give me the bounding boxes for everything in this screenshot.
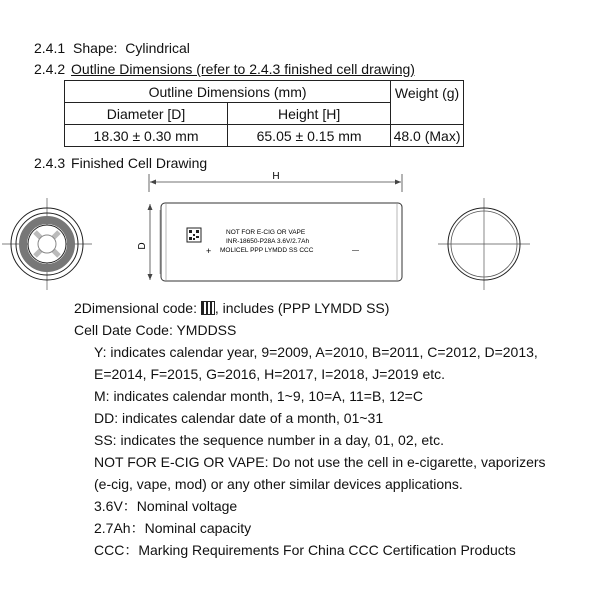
- drawing-title: Finished Cell Drawing: [71, 155, 208, 171]
- code-line: [74, 297, 389, 319]
- qr-code-icon: [187, 228, 201, 242]
- dimension-h-label: H: [272, 171, 280, 182]
- explanation-line: E=2014, F=2015, G=2016, H=2017, I=2018, J=2019 etc.: [94, 366, 446, 382]
- section-number: 2.4.3: [34, 155, 66, 171]
- shape-value: Cylindrical: [125, 40, 190, 56]
- cell-print-line-2: INR-18650-P28A 3.6V/2.7Ah: [226, 238, 310, 245]
- cell-drawing: [0, 170, 600, 300]
- code-suffix: , includes (PPP LYMDD SS): [214, 300, 390, 316]
- diameter-value: 18.30 ± 0.30 mm: [65, 125, 228, 147]
- section-drawing: [34, 155, 207, 171]
- date-code-line: Cell Date Code: YMDDSS: [74, 322, 237, 338]
- explanation-list: [94, 341, 546, 561]
- weight-value: 48.0 (Max): [391, 125, 464, 147]
- section-number: 2.4.1: [34, 40, 66, 56]
- cell-minus-sign: —: [352, 247, 359, 254]
- section-outline: [34, 61, 415, 77]
- explanation-line: 2.7Ah：Nominal capacity: [94, 520, 252, 536]
- explanation-line: SS: indicates the sequence number in a day, 01, 02, etc.: [94, 432, 444, 448]
- cell-print-line-1: NOT FOR E-CIG OR VAPE: [226, 229, 306, 236]
- section-shape: [34, 40, 190, 56]
- header-outline-dimensions: Outline Dimensions (mm): [65, 81, 391, 103]
- cell-plus-sign: +: [206, 246, 212, 256]
- height-value: 65.05 ± 0.15 mm: [228, 125, 391, 147]
- cell-end-view-left: [2, 198, 92, 290]
- outline-title: Outline Dimensions (refer to 2.4.3 finished cell drawing): [71, 61, 415, 77]
- header-diameter: Diameter [D]: [65, 103, 228, 125]
- shape-label: Shape:: [73, 40, 118, 56]
- cell-print-line-3: MOLICEL PPP LYMDD SS CCC: [220, 247, 314, 254]
- explanation-line: (e-cig, vape, mod) or any other similar devices applications.: [94, 476, 463, 492]
- explanation-line: DD: indicates calendar date of a month, 01~31: [94, 410, 384, 426]
- code-prefix: 2Dimensional code:: [74, 300, 197, 316]
- header-weight: Weight (g): [391, 81, 464, 125]
- qr-code-icon: [201, 301, 215, 315]
- explanation-line: M: indicates calendar month, 1~9, 10=A, 11=B, 12=C: [94, 388, 423, 404]
- explanation-line: Y: indicates calendar year, 9=2009, A=2010, B=2011, C=2012, D=2013,: [94, 344, 538, 360]
- cell-end-view-right: [438, 198, 530, 290]
- explanation-line: CCC：Marking Requirements For China CCC Certification Products: [94, 542, 516, 558]
- section-number: 2.4.2: [34, 61, 66, 77]
- explanation-line: 3.6V：Nominal voltage: [94, 498, 238, 514]
- dimension-d: [148, 204, 153, 280]
- dimensions-table: [64, 80, 464, 147]
- explanation-line: NOT FOR E-CIG OR VAPE: Do not use the cell in e-cigarette, vaporizers: [94, 454, 546, 470]
- header-height: Height [H]: [228, 103, 391, 125]
- dimension-d-label: D: [137, 242, 148, 250]
